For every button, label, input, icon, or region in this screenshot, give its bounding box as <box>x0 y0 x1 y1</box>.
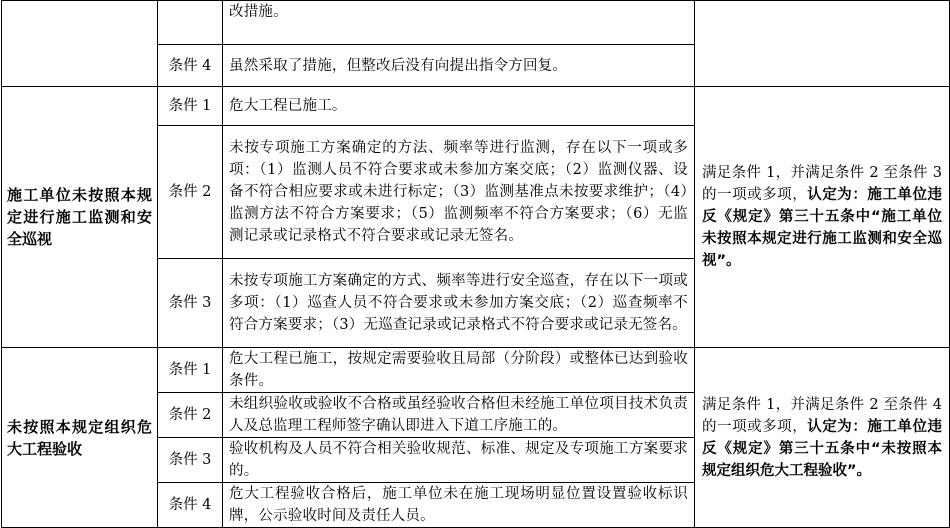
condition-text: 未按专项施工方案确定的方式、频率等进行安全巡查，存在以下一项或多项：（1）巡查人员不符合要求或未参加方案交底；（2）巡查频率不符合方案要求；（3）无巡查记录或记录格式不符合要求或记录无签名。 <box>223 259 695 348</box>
condition-text: 危大工程已施工，按规定需要验收且局部（分阶段）或整体已达到验收条件。 <box>223 348 695 393</box>
condition-label <box>158 1 223 45</box>
verdict-cell <box>695 87 950 348</box>
verdict-bold: 认定为：施工单位违反《规定》第三十五条中“施工单位未按照本规定进行施工监测和安全巡视”。 <box>702 187 943 269</box>
condition-label: 条件 1 <box>158 348 223 393</box>
condition-label: 条件 3 <box>158 259 223 348</box>
condition-label: 条件 2 <box>158 393 223 438</box>
condition-label: 条件 4 <box>158 483 223 528</box>
table-row <box>2 87 950 126</box>
table-row <box>2 1 950 45</box>
condition-text: 未按专项施工方案确定的方法、频率等进行监测，存在以下一项或多项：（1）监测人员不符合要求或未参加方案交底；（2）监测仪器、设备不符合相应要求或未进行标定；（3）监测基准点未按要求维护；（4）监测方法不符合方案要求；（5）监测频率不符合方案要求；（6）无监测记录或记录格式不符合要求或记录无签名。 <box>223 126 695 259</box>
condition-text: 改措施。 <box>223 1 695 45</box>
condition-label: 条件 4 <box>158 45 223 87</box>
verdict-bold: 认定为：施工单位违反《规定》第三十五条中“未按照本规定组织危大工程验收”。 <box>702 418 943 479</box>
condition-text: 验收机构及人员不符合相关验收规范、标准、规定及专项施工方案要求的。 <box>223 438 695 483</box>
verdict-plain: 满足条件 1，并满足条件 2 至条件 3 的一项或多项， <box>702 165 942 203</box>
condition-text: 虽然采取了措施，但整改后没有向提出指令方回复。 <box>223 45 695 87</box>
condition-text: 危大工程验收合格后，施工单位未在施工现场明显位置设置验收标识牌，公示验收时间及责任人员。 <box>223 483 695 528</box>
category-cell <box>2 1 158 87</box>
verdict-cell <box>695 348 950 528</box>
category-cell: 未按照本规定组织危大工程验收 <box>2 348 158 528</box>
verdict-plain: 满足条件 1，并满足条件 2 至条件 4 的一项或多项， <box>702 396 942 435</box>
regulation-table <box>1 0 950 528</box>
condition-label: 条件 1 <box>158 87 223 126</box>
condition-text: 危大工程已施工。 <box>223 87 695 126</box>
condition-text: 未组织验收或验收不合格或虽经验收合格但未经施工单位项目技术负责人及总监理工程师签字确认即进入下道工序施工的。 <box>223 393 695 438</box>
table-row <box>2 348 950 393</box>
condition-label: 条件 3 <box>158 438 223 483</box>
verdict-cell <box>695 1 950 87</box>
category-cell: 施工单位未按照本规定进行施工监测和安全巡视 <box>2 87 158 348</box>
condition-label: 条件 2 <box>158 126 223 259</box>
